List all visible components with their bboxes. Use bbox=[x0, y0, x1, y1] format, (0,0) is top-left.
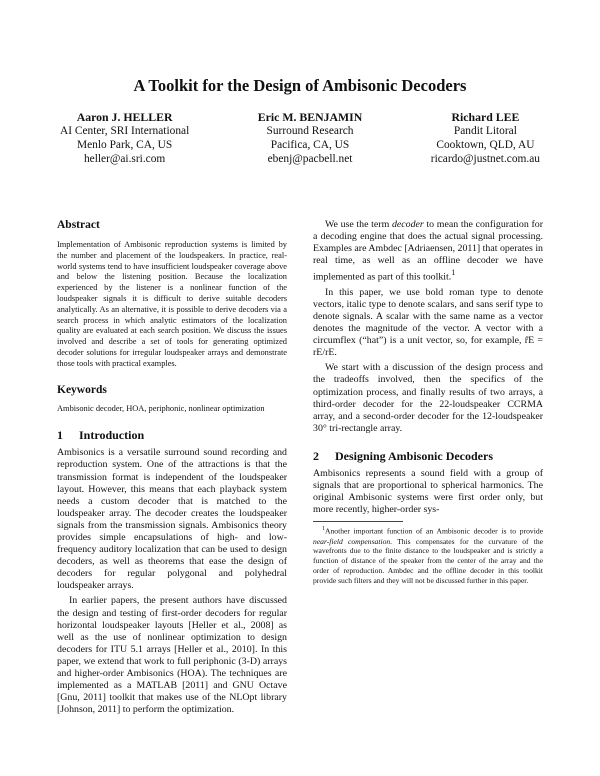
right-column bbox=[313, 219, 543, 586]
author-email: ebenj@pacbell.net bbox=[267, 153, 353, 165]
section-number: 2 bbox=[313, 448, 319, 463]
intro-paragraph-4: In this paper, we use bold roman type to denote vectors, italic type to denote scalars, and sans serif type to denote signals. A scalar with the same name as a vector denotes the magnitude of the vector. A vector with a circumflex (“hat”) is a unit vector, so, for example, r̂E = rE/rE. bbox=[313, 286, 543, 359]
footnote-emphasis: near-field compensation bbox=[313, 536, 391, 546]
footnote-number: 1 bbox=[322, 526, 325, 533]
author-name: Richard LEE bbox=[451, 110, 520, 124]
intro-paragraph-3 bbox=[313, 219, 543, 284]
section-title: Introduction bbox=[79, 428, 145, 443]
author-affiliation: AI Center, SRI International bbox=[60, 125, 190, 137]
footnote-marker[interactable]: 1 bbox=[451, 268, 456, 278]
author-location: Pacifica, CA, US bbox=[270, 139, 350, 151]
author-email: ricardo@justnet.com.au bbox=[430, 153, 540, 165]
author-lee bbox=[431, 110, 540, 166]
intro-paragraph-1: Ambisonics is a versatile surround sound recording and reproduction system. One of the attractions is that the transmission format is independent of the loudspeaker layout. However, this means that each playback system needs a custom decoder that is matched to the loudspeaker array. The decoder creates the loudspeaker signals from the transmission signals. Ambisonics theory provides simple encapsulations of high- and low-frequency auditory localization that can be used to design decoders, as well as theorems that ease the design of decoders for regular polygonal and polyhedral loudspeaker arrays. bbox=[57, 447, 287, 592]
author-name: Eric M. BENJAMIN bbox=[257, 110, 363, 124]
author-name: Aaron J. HELLER bbox=[76, 110, 173, 124]
author-affiliation: Pandit Litoral bbox=[453, 125, 517, 137]
paper-title: A Toolkit for the Design of Ambisonic Decoders bbox=[133, 76, 467, 95]
author-block bbox=[60, 110, 540, 166]
intro-paragraph-2: In earlier papers, the present authors have discussed the design and testing of first-order decoders for regular horizontal loudspeaker layouts [Heller et al., 2008] as well as the use of nonlinear optimization to design decoders for ITU 5.1 arrays [Heller et al., 2010]. In this paper, we extend that work to full periphonic (3-D) arrays and higher-order Ambisonics (HOA). The techniques are implemented as a MATLAB [2011] and GNU Octave [Gnu, 2011] toolkit that makes use of the NLOpt library [Johnson, 2011] to perform the optimization. bbox=[57, 595, 287, 716]
section-1-heading bbox=[57, 428, 287, 443]
footnote-text: . This compensates for the curvature of the wavefronts due to the finite distance to the loudspeaker and is strictly a function of distance of the speaker from the center of the array and the order of reproduction. Ambdec and the offline decoder in this toolkit provide such filters and they will not be discussed further in this paper. bbox=[313, 536, 543, 585]
author-location: Menlo Park, CA, US bbox=[76, 139, 173, 151]
author-location: Cooktown, QLD, AU bbox=[436, 139, 535, 151]
footnote-rule bbox=[313, 521, 403, 522]
section-2-heading bbox=[313, 449, 543, 464]
author-heller bbox=[60, 110, 189, 166]
left-column bbox=[57, 219, 287, 716]
footnote-text: Another important function of an Ambisonic decoder is to provide bbox=[325, 526, 543, 536]
keywords-heading: Keywords bbox=[57, 383, 107, 396]
intro-paragraph-5: We start with a discussion of the design process and the tradeoffs involved, then the specifics of the optimization process, and finally results of two arrays, a third-order decoder for the 22-loudspeaker CCRMA array, and a second-order decoder for the 12-loudspeaker 30° tri-rectangle array. bbox=[313, 362, 543, 434]
author-affiliation: Surround Research bbox=[266, 125, 354, 137]
paragraph-text: to mean the configuration for a decoding engine that does the actual signal processing. Examples are Ambdec [Adriaensen, 2011] that operates in real time, as well as an offline decoder we have implemented as part of this toolkit. bbox=[313, 219, 543, 283]
section-2-paragraph-1: Ambisonics represents a sound field with a group of signals that are proportional to spherical harmonics. The original Ambisonic systems were first order only, but more recently, higher-order sys- bbox=[313, 467, 543, 516]
footnote bbox=[313, 525, 543, 585]
abstract-body: Implementation of Ambisonic reproduction systems is limited by the number and placement of the loudspeakers. In practice, real-world systems tend to have insufficient loudspeaker coverage above and below the listening position. Because the localization experienced by the listener is a nonlinear function of the loudspeaker signals it is difficult to derive suitable decoders analytically. As an alternative, it is possible to derive decoders via a search process in which analytic estimators of the localization quality are evaluated at each search position. We discuss the issues involved and describe a set of tools for generating optimized decoder solutions for irregular loudspeaker arrays and demonstrate those tools with practical examples. bbox=[57, 240, 287, 368]
section-title: Designing Ambisonic Decoders bbox=[335, 448, 494, 463]
abstract-heading: Abstract bbox=[57, 219, 100, 231]
keywords-list: Ambisonic decoder, HOA, periphonic, nonlinear optimization bbox=[57, 403, 265, 413]
author-email: heller@ai.sri.com bbox=[83, 153, 166, 165]
section-number: 1 bbox=[57, 428, 63, 443]
emphasis-text: decoder bbox=[391, 219, 424, 230]
author-benjamin bbox=[258, 110, 363, 166]
paragraph-text: We use the term bbox=[325, 219, 392, 230]
